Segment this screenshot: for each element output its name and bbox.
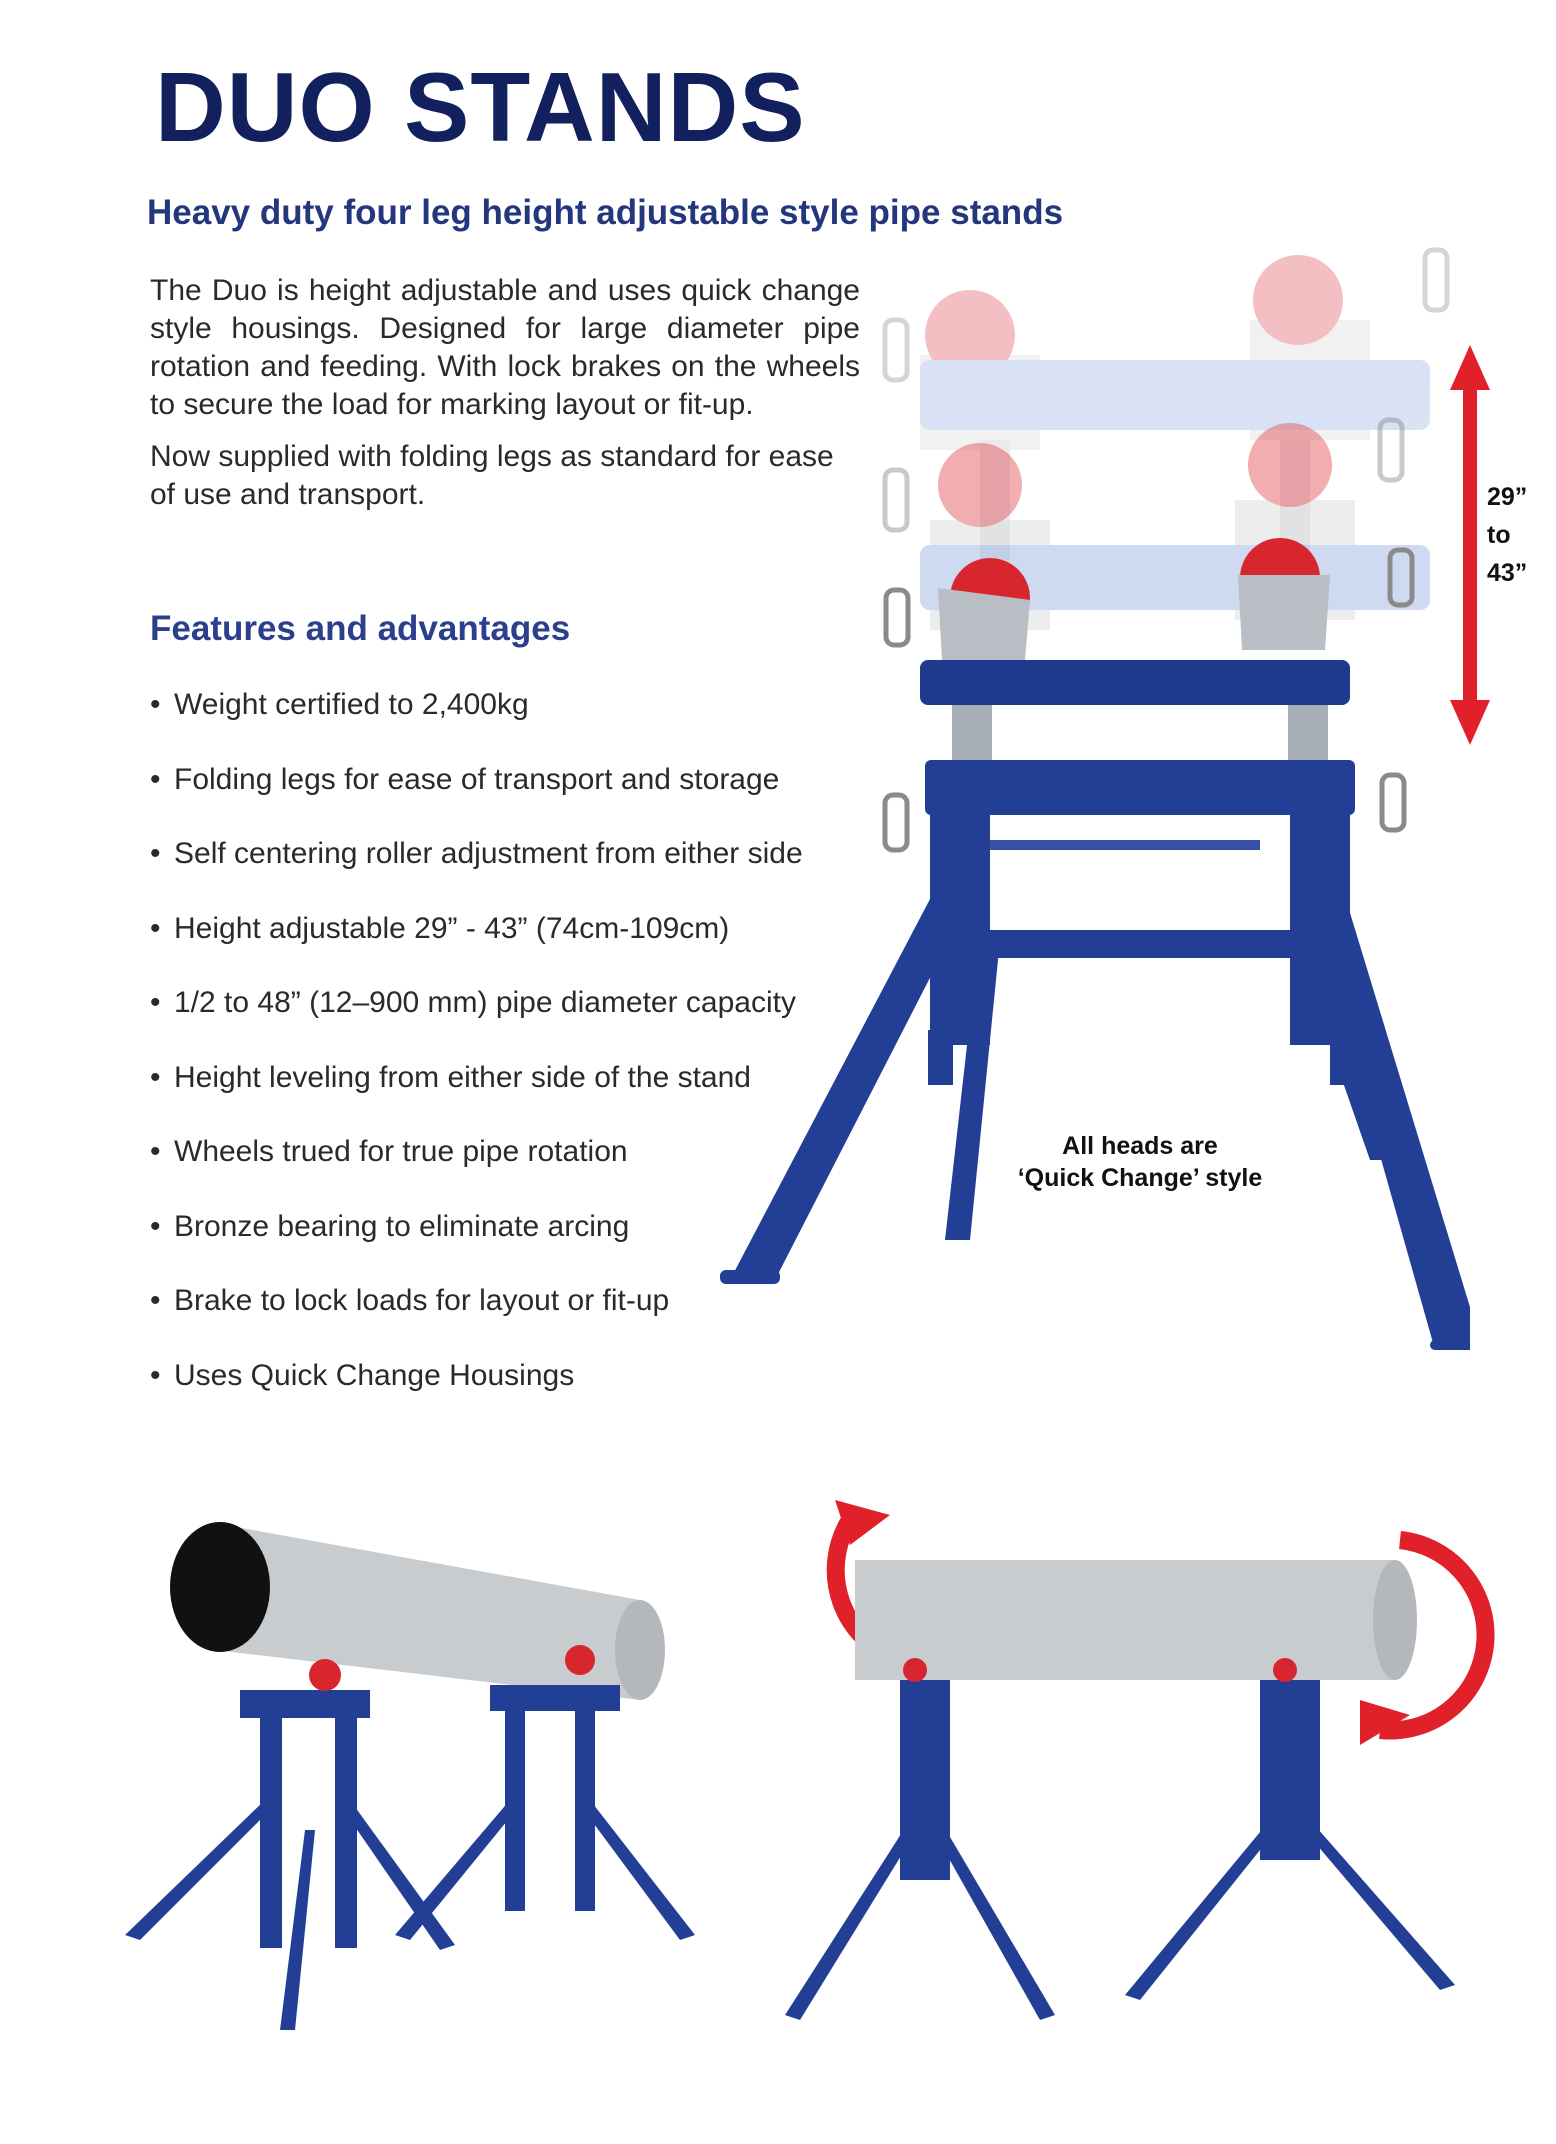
height-range-min: 29” — [1487, 483, 1528, 511]
feature-text: Height adjustable 29” - 43” (74cm-109cm) — [174, 911, 730, 945]
bullet-mark: • — [150, 911, 161, 945]
bullet-mark: • — [150, 688, 161, 721]
roller-right — [1273, 1658, 1297, 1682]
bullet-mark: • — [150, 1358, 161, 1392]
height-range-max: 43” — [1487, 559, 1528, 587]
height-range-label — [1487, 478, 1527, 592]
stand-frame — [720, 760, 1470, 1350]
pipe — [170, 1522, 665, 1700]
feature-text: Weight certified to 2,400kg — [174, 688, 529, 721]
feature-text: 1/2 to 48” (12–900 mm) pipe diameter capacity — [174, 986, 796, 1019]
stand-left — [785, 1680, 1055, 2020]
quick-change-caption — [985, 1130, 1295, 1194]
bullet-mark: • — [150, 837, 161, 870]
list-item — [150, 1356, 803, 1431]
bullet-mark: • — [150, 1209, 161, 1243]
feature-text: Bronze bearing to eliminate arcing — [174, 1209, 630, 1243]
roller-right — [565, 1645, 595, 1675]
height-range-to: to — [1487, 521, 1511, 549]
features-heading: Features and advantages — [150, 609, 571, 648]
bullet-mark: • — [150, 1284, 161, 1317]
pipe-on-stands-photo — [120, 1500, 740, 2060]
intro-paragraph-2: Now supplied with folding legs as standard for ease of use and transport. — [150, 440, 834, 511]
roller-left — [903, 1658, 927, 1682]
adjuster-handle-right — [1382, 775, 1404, 830]
caption-line-2: ‘Quick Change’ style — [1017, 1164, 1263, 1192]
bullet-mark: • — [150, 762, 161, 796]
feature-text: Brake to lock loads for layout or fit-up — [174, 1284, 670, 1317]
stand-left — [125, 1690, 455, 2030]
feature-text: Height leveling from either side of the stand — [174, 1060, 751, 1094]
roller-left — [309, 1659, 341, 1691]
intro-paragraph-1: The Duo is height adjustable and uses quick change style housings. Designed for large diameter pipe rotation and feeding. With lock brakes on the wheels to secure the load for marking layout or fit-up. — [150, 274, 860, 421]
bullet-mark: • — [150, 1135, 161, 1168]
bullet-mark: • — [150, 1060, 161, 1094]
pipe-rotation-photo — [740, 1500, 1520, 2060]
feature-text: Self centering roller adjustment from either side — [174, 837, 803, 870]
pipe — [855, 1560, 1417, 1680]
bullet-mark: • — [150, 986, 161, 1019]
feature-text: Wheels trued for true pipe rotation — [174, 1135, 628, 1168]
caption-line-1: All heads are — [1062, 1132, 1218, 1160]
page-subtitle: Heavy duty four leg height adjustable style pipe stands — [147, 193, 1064, 232]
feature-text: Folding legs for ease of transport and storage — [174, 762, 780, 796]
page-title: DUO STANDS — [155, 52, 806, 162]
feature-text: Uses Quick Change Housings — [174, 1358, 575, 1392]
adjuster-handle-left — [885, 795, 907, 850]
stand-right — [395, 1685, 695, 1940]
